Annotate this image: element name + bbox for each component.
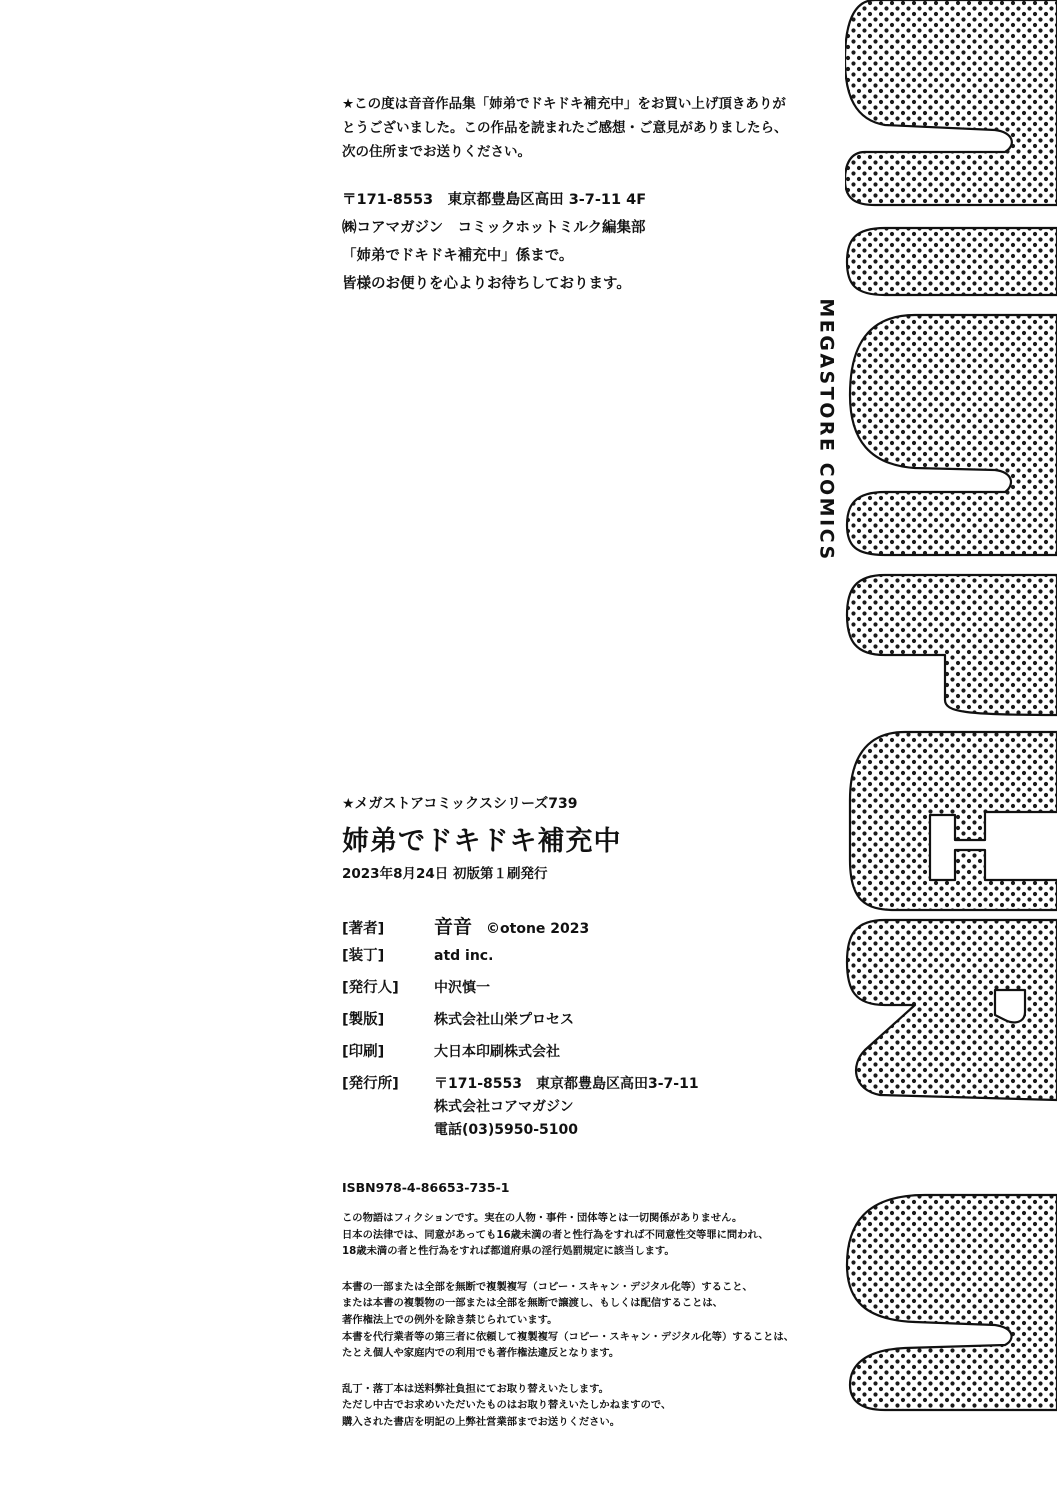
credits-table (342, 912, 812, 1142)
notice-line: 乱丁・落丁本は送料弊社負担にてお取り替えいたします。 (342, 1382, 609, 1395)
address-line: ㈱コアマガジン コミックホットミルク編集部 (342, 220, 646, 236)
author-name: 音音 (434, 916, 473, 938)
address-line: 皆様のお便りを心よりお待ちしております。 (342, 276, 631, 292)
publisher-info (434, 1073, 699, 1142)
letter-e (850, 732, 1057, 910)
credit-label: [装丁] (342, 948, 385, 964)
notice-line: 本書の一部または全部を無断で複製複写（コピー・スキャン・デジタル化等）すること、 (342, 1280, 753, 1293)
replacement-notice (342, 1381, 812, 1431)
letter-s-middle (847, 315, 1057, 555)
address-line: 〒171-8553 東京都豊島区高田 3-7-11 4F (342, 192, 647, 208)
notice-line: 18歳未満の者と性行為をすれば都道府県の淫行処罰規定に該当します。 (342, 1245, 675, 1258)
credit-label: [発行所] (342, 1076, 399, 1092)
credit-value: 中沢慎一 (434, 980, 490, 996)
notice-line: 購入された書店を明記の上弊社営業部までお送りください。 (342, 1415, 621, 1428)
credit-label: [印刷] (342, 1044, 385, 1060)
publisher-address: 〒171-8553 東京都豊島区高田3-7-11 (434, 1076, 699, 1092)
credit-row-publisher (342, 1072, 812, 1142)
mail-address-block (342, 186, 812, 298)
letter-r-window (995, 990, 1025, 1022)
publisher-name: 株式会社コアマガジン (434, 1099, 574, 1115)
megastore-comics-vertical-label (812, 265, 842, 595)
message-line: とうございました。この作品を読まれたご感想・ご意見がありましたら、 (342, 120, 788, 136)
book-title: 姉弟でドキドキ補充中 (342, 826, 622, 857)
legal-notes (342, 1210, 812, 1450)
message-line: 次の住所までお送りください。 (342, 144, 531, 160)
publisher-phone: 電話(03)5950-5100 (434, 1122, 579, 1138)
reader-message (342, 92, 812, 298)
notice-line: この物語はフィクションです。実在の人物・事件・団体等とは一切関係がありません。 (342, 1212, 743, 1224)
credit-label: [製版] (342, 1012, 385, 1028)
address-line: 「姉弟でドキドキ補充中」係まで。 (342, 248, 574, 264)
credit-label: [著者] (342, 921, 385, 937)
credit-value: 大日本印刷株式会社 (434, 1044, 560, 1060)
notice-line: たとえ個人や家庭内での利用でも著作権法違反となります。 (342, 1347, 620, 1360)
letter-i (847, 228, 1057, 295)
notice-line: 日本の法律では、同意があっても16歳未満の者と性行為をすれば不同意性交等罪に問われ、 (342, 1228, 769, 1241)
fiction-notice (342, 1210, 812, 1260)
author-copyright: ©otone 2023 (486, 921, 590, 937)
letter-s-bottom (847, 1195, 1057, 1410)
colophon (342, 794, 812, 884)
isbn: ISBN978-4-86653-735-1 (342, 1180, 510, 1195)
credit-row-plate (342, 1008, 812, 1040)
notice-line: 本書を代行業者等の第三者に依頼して複製複写（コピー・スキャン・デジタル化等）することは、 (342, 1330, 795, 1343)
publication-date: 2023年8月24日 初版第１刷発行 (342, 866, 548, 882)
credit-row-design (342, 944, 812, 976)
credit-label: [発行人] (342, 980, 399, 996)
credit-value (434, 912, 589, 939)
notice-line: 著作権法上での例外を除き禁じられています。 (342, 1313, 558, 1326)
letter-s-top (845, 0, 1057, 205)
notice-line: ただし中古でお求めいただいたものはお取り替えいたしかねますので、 (342, 1399, 672, 1412)
credit-value: 株式会社山栄プロセス (434, 1012, 574, 1028)
credit-row-author (342, 912, 812, 944)
credit-row-print (342, 1040, 812, 1072)
series-label: ★メガストアコミックスシリーズ739 (342, 796, 578, 812)
letter-t (847, 575, 1057, 715)
credit-value: atd inc. (434, 948, 494, 964)
brand-text: MEGASTORE COMICS (816, 298, 839, 562)
notice-line: または本書の複製物の一部または全部を無断で譲渡し、もしくは配信することは、 (342, 1297, 723, 1310)
copyright-notice (342, 1279, 812, 1362)
sisters-logo-art (845, 0, 1057, 1500)
credit-row-issuer (342, 976, 812, 1008)
message-line: ★この度は音音作品集「姉弟でドキドキ補充中」をお買い上げ頂きありが (342, 96, 786, 112)
